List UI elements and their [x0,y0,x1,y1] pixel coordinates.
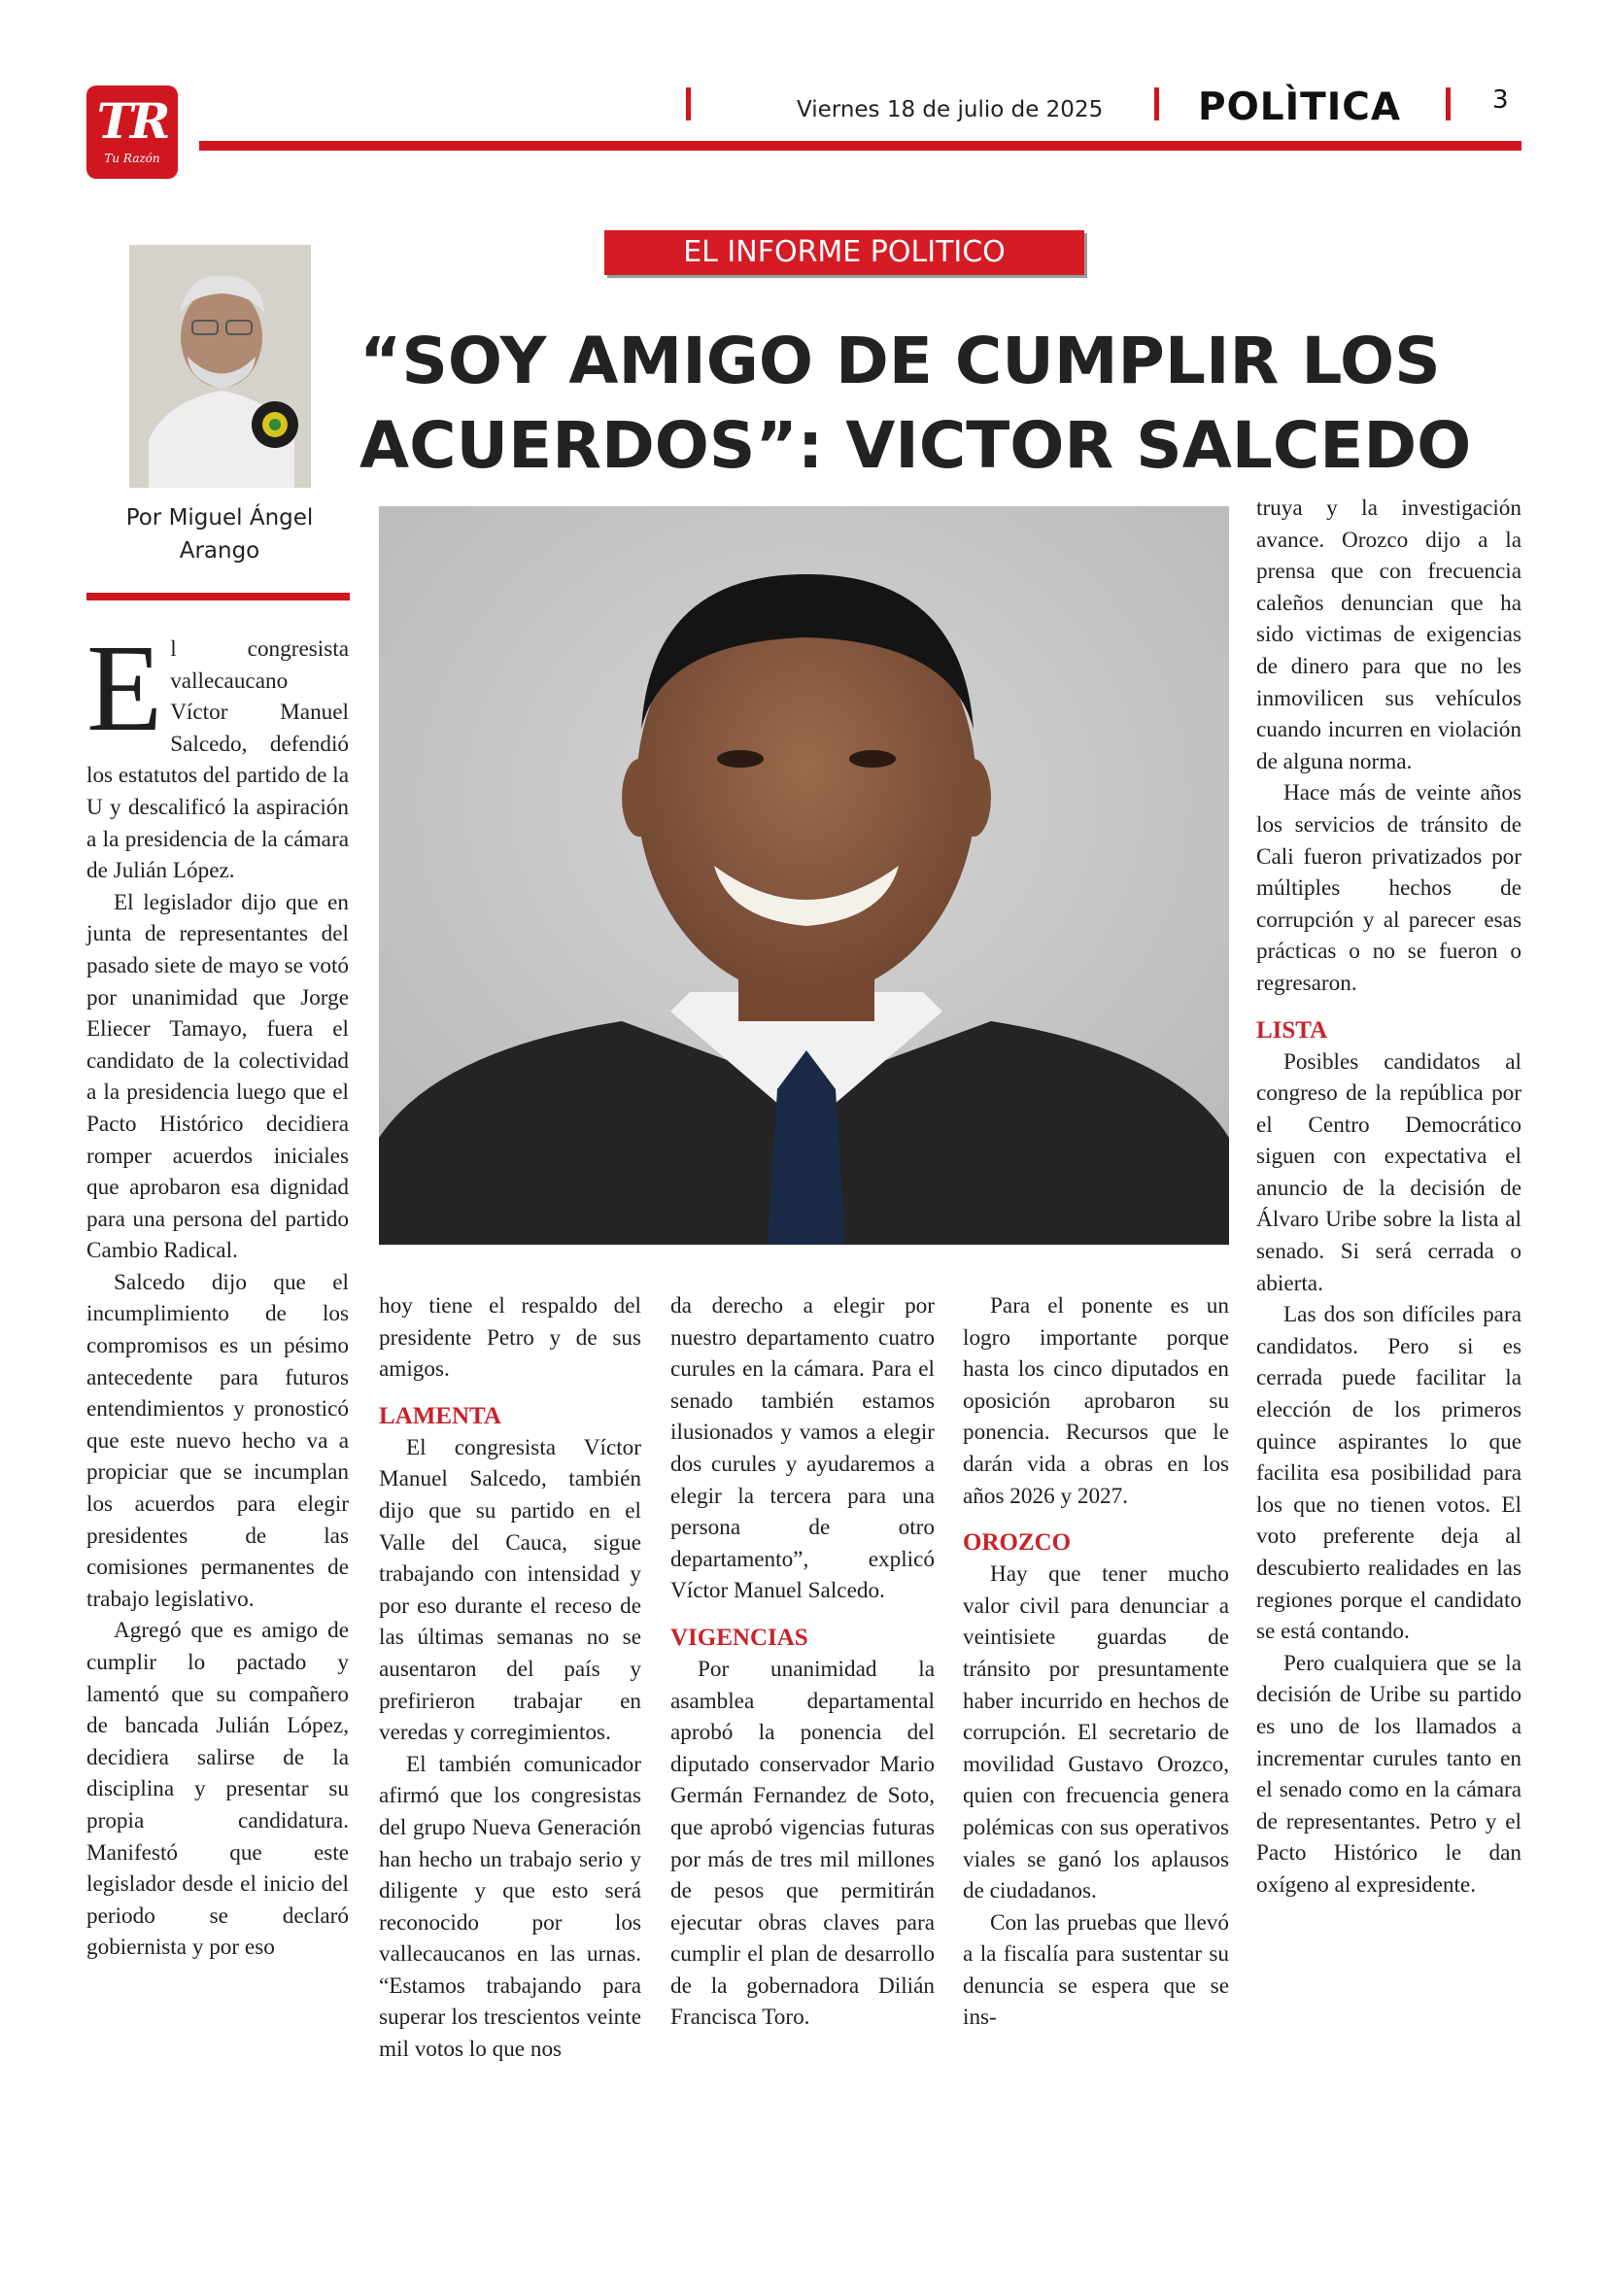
subheading-lista: LISTA [1256,1016,1328,1044]
logo-subtitle: Tu Razón [104,152,160,165]
article-column-3 [670,1290,935,2034]
paragraph: Agregó que es amigo de cumplir lo pactado y lamentó que su compañero de bancada Julián López, decidiera salirse de la disciplina y presentar su propia candidatura. Manifestó que este legislador desde el inicio del periodo se declaró gobiernista y por eso [86,1618,349,1961]
paragraph: El congresista Víctor Manuel Salcedo, también dijo que su partido en el Valle del Cauca, sigue trabajando con intensidad y por eso durante el receso de las últimas semanas no se ausentaron del país y prefirieron trabajar en veredas y corregimientos. [379,1434,641,1746]
article-column-4 [963,1290,1229,2034]
byline-rule [86,593,350,600]
article-column-2 [379,1290,641,2066]
headline: “SOY AMIGO DE CUMPLIR LOS ACUERDOS”: VICTOR SALCEDO [359,324,1472,483]
paragraph: Las dos son difíciles para candidatos. Pero si es cerrada puede facilitar la elección de los primeros quince aspirantes lo que facilita esa posibilidad para los que no tienen votos. El voto preferente deja al descubierto realidades en las regiones porque el candidato se está contando. [1256,1302,1522,1645]
header-rule [199,141,1522,151]
issue-date: Viernes 18 de julio de 2025 [797,97,1104,122]
section-name: POLÌTICA [1198,86,1402,129]
subheading-vigencias: VIGENCIAS [670,1624,808,1651]
page-number: 3 [1492,86,1509,115]
paragraph: Pero cualquiera que se la decisión de Uribe su partido es uno de los llamados a incrementar curules tanto en el senado como en la cámara de representantes. Petro y el Pacto Histórico le dan oxígeno al expresidente. [1256,1650,1522,1898]
paragraph: Hace más de veinte años los servicios de tránsito de Cali fueron privatizados por múltiples hechos de corrupción y al parecer esas prácticas o no se fueron o regresaron. [1256,780,1522,996]
paragraph: Para el ponente es un logro importante porque hasta los cinco diputados en oposición aprobaron su ponencia. Recursos que le darán vida a obras en los años 2026 y 2027. [963,1293,1229,1509]
drop-cap: E [86,619,163,757]
paragraph: Por unanimidad la asamblea departamental aprobó la ponencia del diputado conservador Mario Germán Fernandez de Soto, que aprobó vigencias futuras por más de tres mil millones de pesos que permitirán ejecutar obras claves para cumplir el plan de desarrollo de la gobernadora Dilián Francisca Toro. [670,1656,935,2031]
paragraph: Con las pruebas que llevó a la fiscalía para sustentar su denuncia se espera que se ins- [963,1909,1229,2031]
author-photo [129,245,311,488]
subject-photo [379,506,1229,1245]
author-byline: Por Miguel Ángel Arango [125,505,314,564]
subheading-lamenta: LAMENTA [379,1402,501,1429]
article-column-1 [86,619,349,1964]
paragraph: Hay que tener mucho valor civil para denunciar a veintisiete guardas de tránsito por presuntamente haber incurrido en hechos de corrupción. El secretario de movilidad Gustavo Orozco, quien con frecuencia genera polémicas con sus operativos viales se ganó los aplausos de ciudadanos. [963,1561,1229,1904]
paragraph: Posibles candidatos al congreso de la república por el Centro Democrático siguen con expectativa el anuncio de la decisión de Álvaro Uribe sobre la lista al senado. Si será cerrada o abierta. [1256,1048,1522,1296]
article-column-5 [1256,493,1522,1902]
paragraph: Salcedo dijo que el incumplimiento de los compromisos es un pésimo antecedente para futuros entendimientos y pronosticó que este nuevo hecho va a propiciar que se incumplan los acuerdos para elegir presidentes de las comisiones permanentes de trabajo legislativo. [86,1269,349,1612]
header-separator [1154,87,1159,120]
newspaper-logo [86,86,178,179]
paragraph: El también comunicador afirmó que los congresistas del grupo Nueva Generación han hecho un trabajo serio y diligente y que esto será reconocido por los vallecaucanos en las urnas. “Estamos trabajando para superar los trescientos veinte mil votos lo que nos [379,1751,641,2063]
paragraph: da derecho a elegir por nuestro departamento cuatro curules en la cámara. Para el senado también estamos ilusionados y vamos a elegir dos curules y ayudaremos a elegir la tercera para una persona de otro departamento”, explicó Víctor Manuel Salcedo. [670,1293,935,1604]
paragraph: l congresista vallecaucano Víctor Manuel Salcedo, defendió los estatutos del partido de la U y descalificó la aspiración a la presidencia de la cámara de Julián López. [86,636,349,884]
paragraph: truya y la investigación avance. Orozco dijo a la prensa que con frecuencia caleños denuncian que ha sido victimas de exigencias de dinero para que no les inmovilicen sus vehículos cuando incurren en violación de alguna norma. [1256,496,1522,774]
paragraph: El legislador dijo que en junta de representantes del pasado siete de mayo se votó por unanimidad que Jorge Eliecer Tamayo, fuera el candidato de la colectividad a la presidencia luego que el Pacto Histórico decidiera romper acuerdos iniciales que aprobaron esa dignidad para una persona del partido Cambio Radical. [86,889,349,1264]
logo-mark: TR [96,92,168,150]
header-separator [686,87,691,120]
header-separator [1446,87,1451,120]
kicker-label: EL INFORME POLITICO [604,230,1084,275]
subheading-orozco: OROZCO [963,1529,1072,1557]
paragraph: hoy tiene el respaldo del presidente Petro y de sus amigos. [379,1293,641,1383]
